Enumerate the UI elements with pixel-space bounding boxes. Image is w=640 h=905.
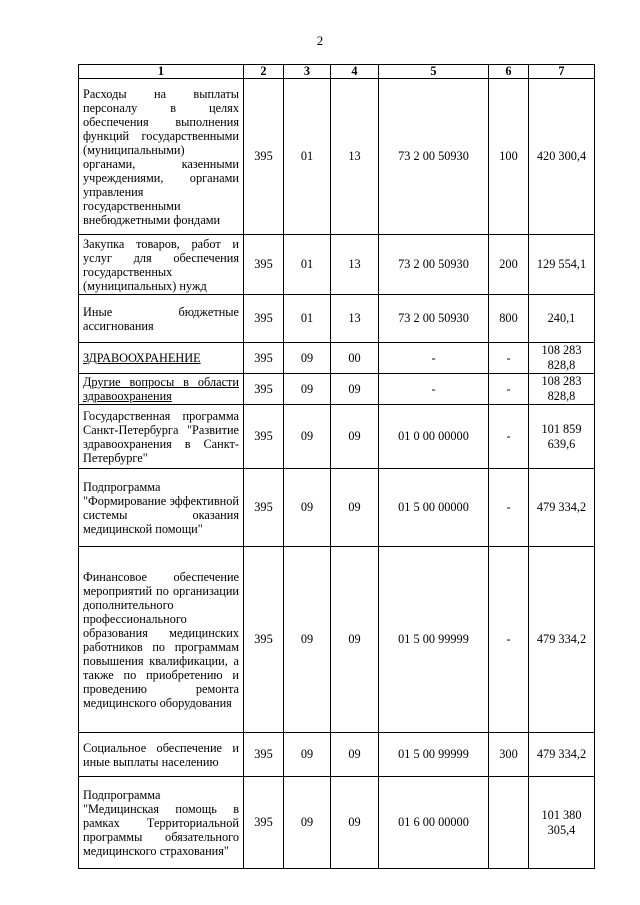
row-code-3: 09: [284, 343, 331, 374]
row-code-5: 73 2 00 50930: [379, 295, 489, 343]
row-code-6: -: [489, 547, 529, 733]
row-code-6: 300: [489, 733, 529, 777]
table-row: [79, 405, 595, 469]
row-code-4: 13: [331, 235, 379, 295]
row-code-5: 01 0 00 00000: [379, 405, 489, 469]
row-name: Закупка товаров, работ и услуг для обеспечения государственных (муниципальных) нужд: [79, 235, 244, 295]
row-code-2: 395: [244, 235, 284, 295]
row-name: Подпрограмма "Формирование эффективной системы оказания медицинской помощи": [79, 469, 244, 547]
row-code-3: 01: [284, 79, 331, 235]
row-amount: 479 334,2: [529, 469, 595, 547]
row-name: Подпрограмма "Медицинская помощь в рамках Территориальной программы обязательного медицинского страхования": [79, 777, 244, 869]
row-name: Расходы на выплаты персоналу в целях обеспечения выполнения функций государственными (муниципальными) органами, казенными учреждениями, органами управления государственными внебюджетными фондами: [79, 79, 244, 235]
row-code-5: 01 5 00 99999: [379, 547, 489, 733]
row-code-2: 395: [244, 733, 284, 777]
row-code-3: 09: [284, 405, 331, 469]
table-row: [79, 343, 595, 374]
row-code-3: 09: [284, 777, 331, 869]
row-name: [79, 343, 244, 374]
row-amount: 108 283 828,8: [529, 374, 595, 405]
row-code-6: [489, 777, 529, 869]
row-code-2: 395: [244, 295, 284, 343]
row-amount: 479 334,2: [529, 733, 595, 777]
row-name: Социальное обеспечение и иные выплаты населению: [79, 733, 244, 777]
column-header-7: 7: [529, 65, 595, 79]
row-amount: 101 859 639,6: [529, 405, 595, 469]
row-code-5: 01 6 00 00000: [379, 777, 489, 869]
row-amount: 101 380 305,4: [529, 777, 595, 869]
row-amount: 240,1: [529, 295, 595, 343]
row-name: Иные бюджетные ассигнования: [79, 295, 244, 343]
row-name: Государственная программа Санкт-Петербурга "Развитие здравоохранения в Санкт-Петербурге": [79, 405, 244, 469]
table-row: [79, 547, 595, 733]
row-code-2: 395: [244, 405, 284, 469]
row-amount: 479 334,2: [529, 547, 595, 733]
section-title: ЗДРАВООХРАНЕНИЕ: [83, 351, 201, 365]
row-code-4: 13: [331, 295, 379, 343]
budget-table: [78, 64, 595, 869]
row-code-2: 395: [244, 343, 284, 374]
row-amount: 420 300,4: [529, 79, 595, 235]
row-code-4: 09: [331, 547, 379, 733]
row-code-5: -: [379, 374, 489, 405]
row-code-5: -: [379, 343, 489, 374]
row-amount: 108 283 828,8: [529, 343, 595, 374]
row-code-5: 73 2 00 50930: [379, 235, 489, 295]
row-code-3: 09: [284, 469, 331, 547]
row-code-4: 00: [331, 343, 379, 374]
row-code-3: 01: [284, 295, 331, 343]
row-code-2: 395: [244, 547, 284, 733]
table-row: [79, 469, 595, 547]
column-header-2: 2: [244, 65, 284, 79]
row-code-2: 395: [244, 469, 284, 547]
row-name: [79, 374, 244, 405]
row-code-3: 09: [284, 733, 331, 777]
row-code-3: 01: [284, 235, 331, 295]
row-code-6: 800: [489, 295, 529, 343]
subsection-title: Другие вопросы в области здравоохранения: [83, 375, 239, 403]
table-row: [79, 235, 595, 295]
row-code-3: 09: [284, 547, 331, 733]
row-code-4: 09: [331, 469, 379, 547]
column-header-3: 3: [284, 65, 331, 79]
row-code-6: -: [489, 374, 529, 405]
row-code-2: 395: [244, 374, 284, 405]
table-row: [79, 374, 595, 405]
row-code-6: -: [489, 469, 529, 547]
row-code-6: -: [489, 343, 529, 374]
row-code-4: 09: [331, 374, 379, 405]
row-code-4: 13: [331, 79, 379, 235]
row-code-5: 73 2 00 50930: [379, 79, 489, 235]
row-code-6: 100: [489, 79, 529, 235]
row-code-5: 01 5 00 99999: [379, 733, 489, 777]
row-amount: 129 554,1: [529, 235, 595, 295]
table-row: [79, 733, 595, 777]
table-header-row: [79, 65, 595, 79]
table-row: [79, 79, 595, 235]
row-code-4: 09: [331, 777, 379, 869]
row-name: Финансовое обеспечение мероприятий по организации дополнительного профессионального образования медицинских работников по программам повышения квалификации, а также по приобретению и проведению ремонта медицинского оборудования: [79, 547, 244, 733]
row-code-4: 09: [331, 405, 379, 469]
table-row: [79, 777, 595, 869]
row-code-6: 200: [489, 235, 529, 295]
row-code-4: 09: [331, 733, 379, 777]
table-row: [79, 295, 595, 343]
row-code-6: -: [489, 405, 529, 469]
column-header-5: 5: [379, 65, 489, 79]
row-code-2: 395: [244, 777, 284, 869]
row-code-3: 09: [284, 374, 331, 405]
page-number: 2: [316, 33, 324, 48]
row-code-5: 01 5 00 00000: [379, 469, 489, 547]
column-header-1: 1: [79, 65, 244, 79]
row-code-2: 395: [244, 79, 284, 235]
column-header-6: 6: [489, 65, 529, 79]
column-header-4: 4: [331, 65, 379, 79]
